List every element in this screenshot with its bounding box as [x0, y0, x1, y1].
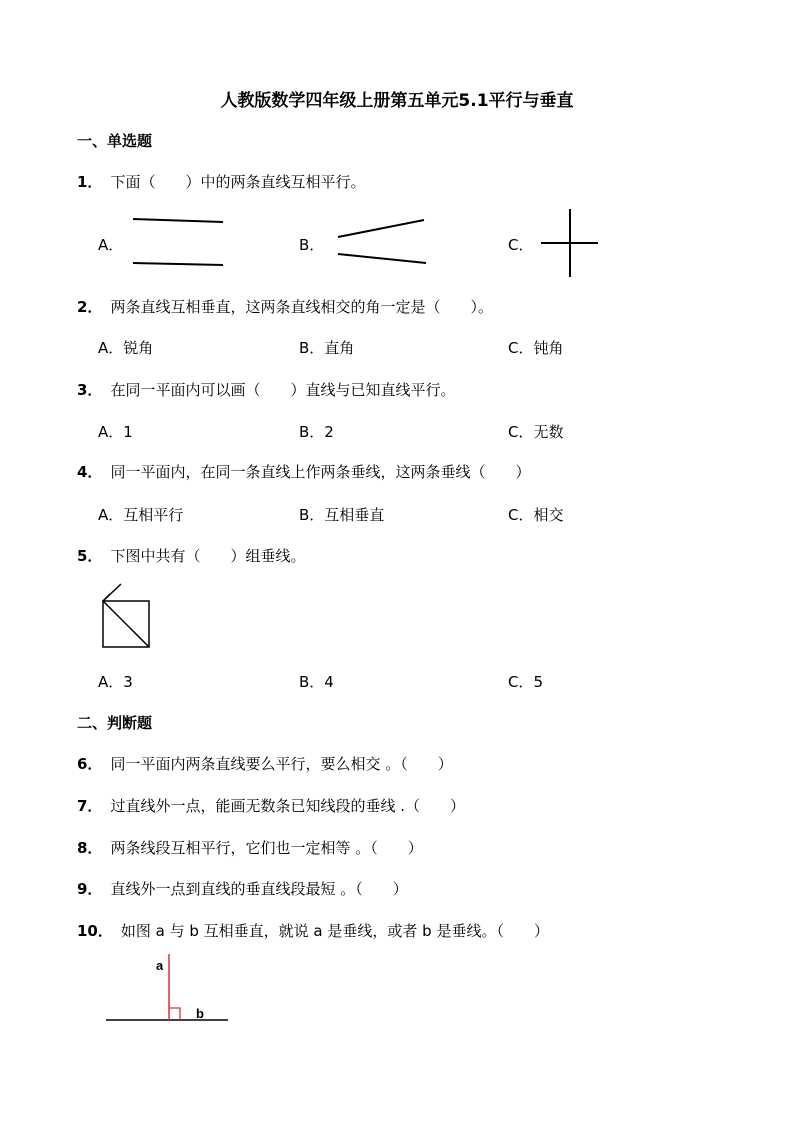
question-text: 同一平面内两条直线要么平行，要么相交 。（ ）: [110, 755, 453, 773]
question-number: 4．: [77, 463, 103, 481]
figure-parallel-lines: [128, 212, 228, 272]
option-a[interactable]: A．锐角: [98, 339, 154, 357]
figure-converging-lines: [334, 212, 434, 272]
question-number: 3．: [77, 381, 103, 399]
option-b[interactable]: B．2: [299, 423, 334, 441]
option-a[interactable]: A．: [98, 236, 124, 254]
option-b[interactable]: B．4: [299, 673, 334, 691]
question-8: [77, 837, 423, 858]
question-number: 9．: [77, 880, 103, 898]
option-c[interactable]: C．相交: [508, 506, 564, 524]
question-number: 10．: [77, 922, 113, 940]
label-a: a: [156, 958, 164, 973]
question-text: 同一平面内，在同一条直线上作两条垂线，这两条垂线（ ）: [110, 463, 531, 481]
question-text: 两条线段互相平行，它们也一定相等 。（ ）: [110, 839, 423, 857]
figure-perpendicular-cross: [538, 206, 602, 280]
question-text: 直线外一点到直线的垂直线段最短 。（ ）: [110, 880, 408, 898]
page-title: 人教版数学四年级上册第五单元5.1平行与垂直: [220, 91, 574, 111]
question-9: [77, 878, 408, 899]
option-c[interactable]: C．: [508, 236, 534, 254]
section-heading-true-false: 二、判断题: [77, 714, 153, 732]
question-7: [77, 795, 465, 816]
option-b[interactable]: B．: [299, 236, 325, 254]
question-text: 在同一平面内可以画（ ）直线与已知直线平行。: [110, 381, 456, 399]
question-text: 过直线外一点，能画无数条已知线段的垂线 .（ ）: [110, 797, 465, 815]
question-text: 下图中共有（ ）组垂线。: [110, 547, 306, 565]
option-c[interactable]: C．钝角: [508, 339, 564, 357]
question-5: [77, 545, 305, 566]
question-text: 下面（ ）中的两条直线互相平行。: [110, 173, 366, 191]
question-2: [77, 296, 493, 317]
question-number: 2．: [77, 298, 103, 316]
option-a[interactable]: A．1: [98, 423, 133, 441]
section-heading-single-choice: 一、单选题: [77, 132, 153, 150]
question-number: 8．: [77, 839, 103, 857]
figure-perpendicular-a-b: [104, 950, 234, 1030]
question-1: [77, 171, 365, 192]
question-4: [77, 461, 530, 482]
option-b[interactable]: B．互相垂直: [299, 506, 385, 524]
question-6: [77, 753, 453, 774]
question-3: [77, 379, 455, 400]
right-angle-mark: [169, 1008, 180, 1020]
question-number: 1．: [77, 173, 103, 191]
question-number: 5．: [77, 547, 103, 565]
question-text: 如图 a 与 b 互相垂直，就说 a 是垂线，或者 b 是垂线。（ ）: [120, 922, 549, 940]
label-b: b: [196, 1006, 204, 1021]
question-number: 7．: [77, 797, 103, 815]
figure-square-with-diagonal: [98, 580, 154, 652]
option-b[interactable]: B．直角: [299, 339, 355, 357]
question-number: 6．: [77, 755, 103, 773]
option-a[interactable]: A．互相平行: [98, 506, 184, 524]
question-text: 两条直线互相垂直，这两条直线相交的角一定是（ ）。: [110, 298, 493, 316]
option-c[interactable]: C．无数: [508, 423, 564, 441]
option-a[interactable]: A．3: [98, 673, 133, 691]
option-c[interactable]: C．5: [508, 673, 544, 691]
question-10: [77, 920, 549, 941]
